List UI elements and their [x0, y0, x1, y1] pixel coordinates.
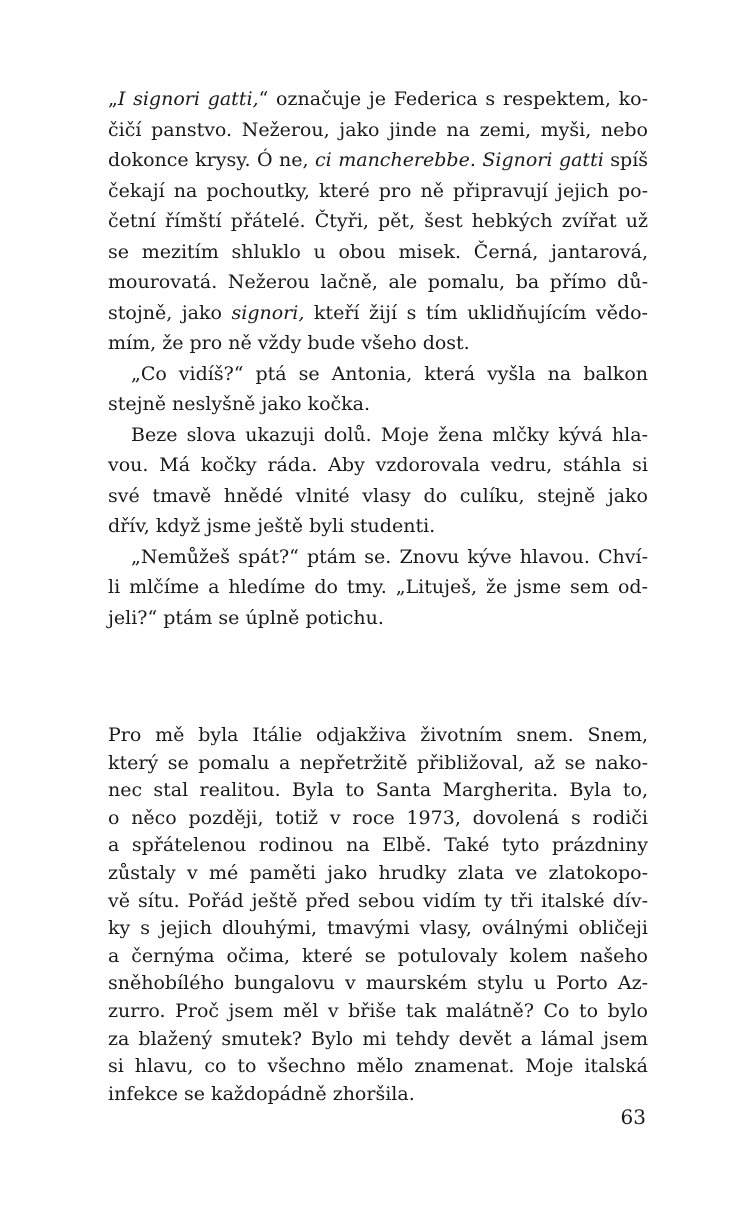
text-line: a černýma očima, které se potulovaly kolem našeho — [108, 944, 648, 967]
text-line: stojně, jako signori, kteří žijí s tím uklidňujícím vědo- — [108, 301, 648, 324]
text-line: sněhobílého bungalovu v maurském stylu u Porto Az- — [108, 972, 648, 995]
text-line: mourovatá. Nežerou lačně, ale pomalu, ba přímo dů- — [108, 271, 648, 293]
text-line: stejně neslyšně jako kočka. — [108, 393, 371, 415]
text-line: četní římští přátelé. Čtyři, pět, šest hebkých zvířat už — [108, 210, 648, 232]
text-line: který se pomalu a nepřetržitě přibližoval, až se nako- — [108, 751, 648, 774]
text-line: „Co vidíš?“ ptá se Antonia, která vyšla na balkon — [131, 362, 648, 385]
text-line: zurro. Proč jsem měl v břiše tak malátně? Co to bylo — [108, 1000, 648, 1022]
text-line: vou. Má kočky ráda. Aby vzdorovala vedru, stáhla si — [108, 454, 648, 476]
text-line: si hlavu, co to všechno mělo znamenat. Moje italská — [108, 1055, 648, 1078]
text-line: „I signori gatti,“ označuje je Federica s respektem, ko- — [108, 88, 648, 110]
text-line: své tmavě hnědé vlnité vlasy do culíku, stejně jako — [108, 484, 648, 507]
page-number: 63 — [620, 1105, 646, 1129]
text-line: čičí panstvo. Nežerou, jako jinde na zemi, myši, nebo — [108, 118, 648, 141]
text-line: čekají na pochoutky, které pro ně připravují jejich po- — [108, 179, 648, 202]
text-line: li mlčíme a hledíme do tmy. „Lituješ, že jsme sem od- — [108, 576, 648, 598]
text-line: zůstaly v mé paměti jako hrudky zlata ve zlatokopo- — [108, 862, 648, 884]
text-line: a spřátelenou rodinou na Elbě. Také tyto prázdniny — [108, 834, 648, 857]
text-line: se mezitím shluklo u obou misek. Černá, jantarová, — [108, 240, 648, 263]
text-line: jeli?“ ptám se úplně potichu. — [108, 606, 384, 629]
text-line: o něco později, totiž v roce 1973, dovolená s rodiči — [108, 806, 648, 829]
text-line: vě sítu. Pořád ještě před sebou vidím ty tři italské dív- — [108, 889, 648, 912]
text-line: Beze slova ukazuji dolů. Moje žena mlčky kývá hla- — [131, 423, 648, 446]
text-line: dokonce krysy. Ó ne, ci mancherebbe. Signori gatti spíš — [108, 149, 649, 171]
text-line: nec stal realitou. Byla to Santa Margherita. Byla to, — [108, 779, 648, 802]
text-line: mím, že pro ně vždy bude všeho dost. — [108, 332, 470, 354]
text-line: ky s jejich dlouhými, tmavými vlasy, oválnými obličeji — [108, 917, 648, 940]
text-line: infekce se každopádně zhoršila. — [108, 1082, 415, 1105]
text-line: za blažený smutek? Bylo mi tehdy devět a lámal jsem — [108, 1027, 648, 1050]
text-line: „Nemůžeš spát?“ ptám se. Znovu kýve hlavou. Chví- — [131, 545, 648, 568]
text-line: dřív, když jsme ještě byli studenti. — [108, 515, 436, 537]
text-line: Pro mě byla Itálie odjakživa životním snem. Snem, — [108, 724, 648, 746]
